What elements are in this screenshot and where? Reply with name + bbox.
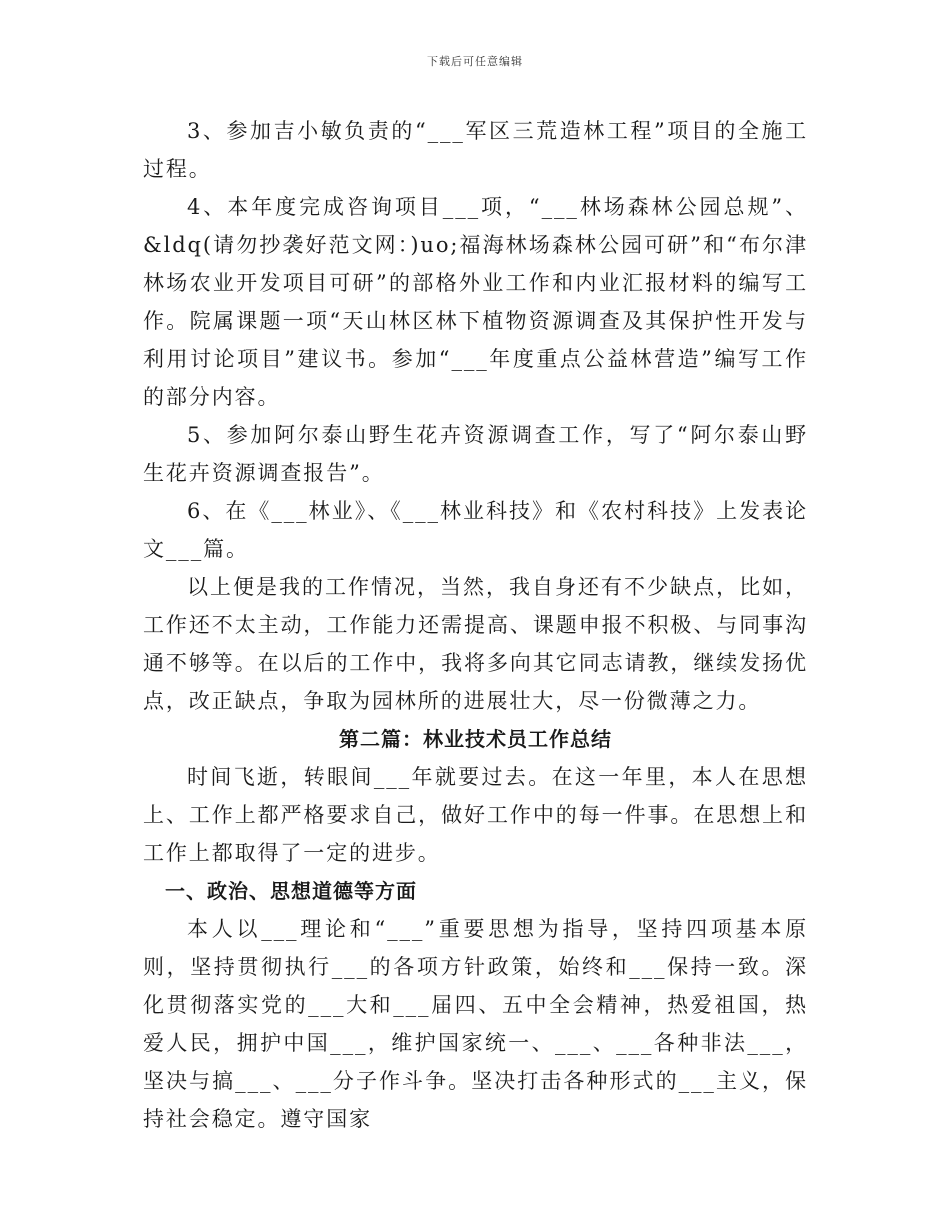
- paragraph-item-6: 6、在《___林业》、《___林业科技》和《农村科技》上发表论文___篇。: [143, 499, 808, 561]
- subsection-body: 本人以___理论和“___”重要思想为指导，坚持四项基本原则，坚持贯彻执行___的各项方针政策，始终和___保持一致。深化贯彻落实党的___大和___届四、五中全会精神，热爱祖国，热爱人民，拥护中国___，维护国家统一、___、___各种非法___，坚决与搞___、___分子作斗争。坚决打击各种形式的___主义，保持社会稳定。遵守国家: [143, 917, 808, 1131]
- subsection-title: 一、政治、思想道德等方面: [165, 879, 417, 903]
- paragraph-item-5: 5、参加阿尔泰山野生花卉资源调查工作，写了“阿尔泰山野生花卉资源调查报告”。: [143, 423, 808, 485]
- document-body: [143, 112, 808, 1138]
- paragraph-item-3: 3、参加吉小敏负责的“___军区三荒造林工程”项目的全施工过程。: [143, 119, 808, 181]
- paragraph-summary: 以上便是我的工作情况，当然，我自身还有不少缺点，比如，工作还不太主动，工作能力还需提高、课题申报不积极、与同事沟通不够等。在以后的工作中，我将多向其它同志请教，继续发扬优点，改正缺点，争取为园林所的进展壮大，尽一份微薄之力。: [143, 575, 808, 713]
- page-header-note: 下载后可任意编辑: [427, 55, 523, 68]
- section-title: 第二篇：林业技术员工作总结: [339, 727, 612, 751]
- paragraph-item-4: 4、本年度完成咨询项目___项，“___林场森林公园总规”、&ldq(请勿抄袭好范文网：)uo;福海林场森林公园可研”和“布尔津林场农业开发项目可研”的部格外业工作和内业汇报材料的编写工作。院属课题一项“天山林区林下植物资源调查及其保护性开发与利用讨论项目”建议书。参加“___年度重点公益林营造”编写工作的部分内容。: [143, 195, 808, 409]
- section-intro: 时间飞逝，转眼间___年就要过去。在这一年里，本人在思想上、工作上都严格要求自己，做好工作中的每一件事。在思想上和工作上都取得了一定的进步。: [143, 765, 808, 865]
